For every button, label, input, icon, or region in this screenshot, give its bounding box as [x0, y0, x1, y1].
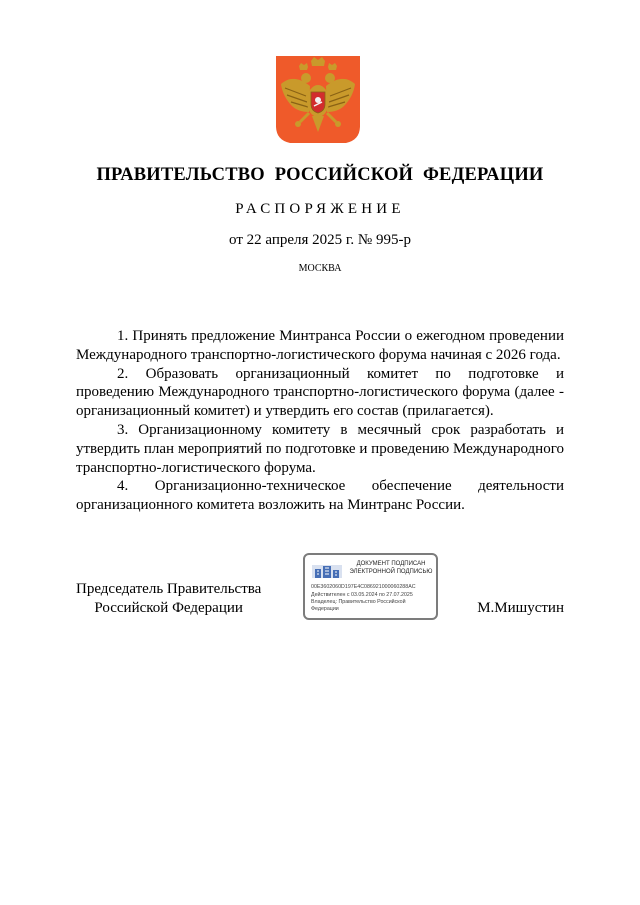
- electronic-signature-stamp: [303, 553, 438, 620]
- stamp-heading: [345, 561, 437, 576]
- page-title: ПРАВИТЕЛЬСТВО РОССИЙСКОЙ ФЕДЕРАЦИИ: [96, 165, 544, 185]
- signatory-position: [76, 580, 261, 618]
- stamp-certificate: 00E3602060D197E4C086921000060288AC: [311, 584, 416, 590]
- stamp-owner-line2: Федерации: [311, 605, 339, 612]
- document-date-number: от 22 апреля 2025 г. № 995-р: [229, 232, 411, 248]
- signatory-position-line2: Российской Федерации: [94, 599, 243, 616]
- signatory-name: М.Мишустин: [477, 600, 564, 616]
- document-type: РАСПОРЯЖЕНИЕ: [235, 201, 405, 217]
- document-body: [76, 327, 564, 515]
- paragraph-3: 3. Организационному комитету в месячный срок разработать и утвердить план мероприятий по подготовке и проведению Международного транспортно-логистического форума.: [76, 421, 564, 476]
- paragraph-2: 2. Образовать организационный комитет по подготовке и проведению Международного транспортно-логистического форума (далее - организационный комитет) и утвердить его состав (прилагается).: [76, 365, 564, 420]
- coat-of-arms-icon: [276, 56, 360, 143]
- paragraph-1: 1. Принять предложение Минтранса России о ежегодном проведении Международного транспортно-логистического форума начиная с 2026 года.: [76, 328, 564, 363]
- stamp-heading-line2: ЭЛЕКТРОННОЙ ПОДПИСЬЮ: [349, 568, 433, 575]
- paragraph-4: 4. Организационно-техническое обеспечение деятельности организационного комитета возложить на Минтранс России.: [76, 478, 564, 514]
- building-icon: [311, 562, 343, 579]
- stamp-heading-line1: ДОКУМЕНТ ПОДПИСАН: [356, 561, 426, 567]
- stamp-validity: Действителен с 03.05.2024 по 27.07.2025: [311, 592, 413, 598]
- stamp-owner-line1: Владелец: Правительство Российской: [311, 599, 406, 605]
- document-city: МОСКВА: [298, 263, 342, 274]
- signatory-position-line1: Председатель Правительства: [76, 581, 262, 597]
